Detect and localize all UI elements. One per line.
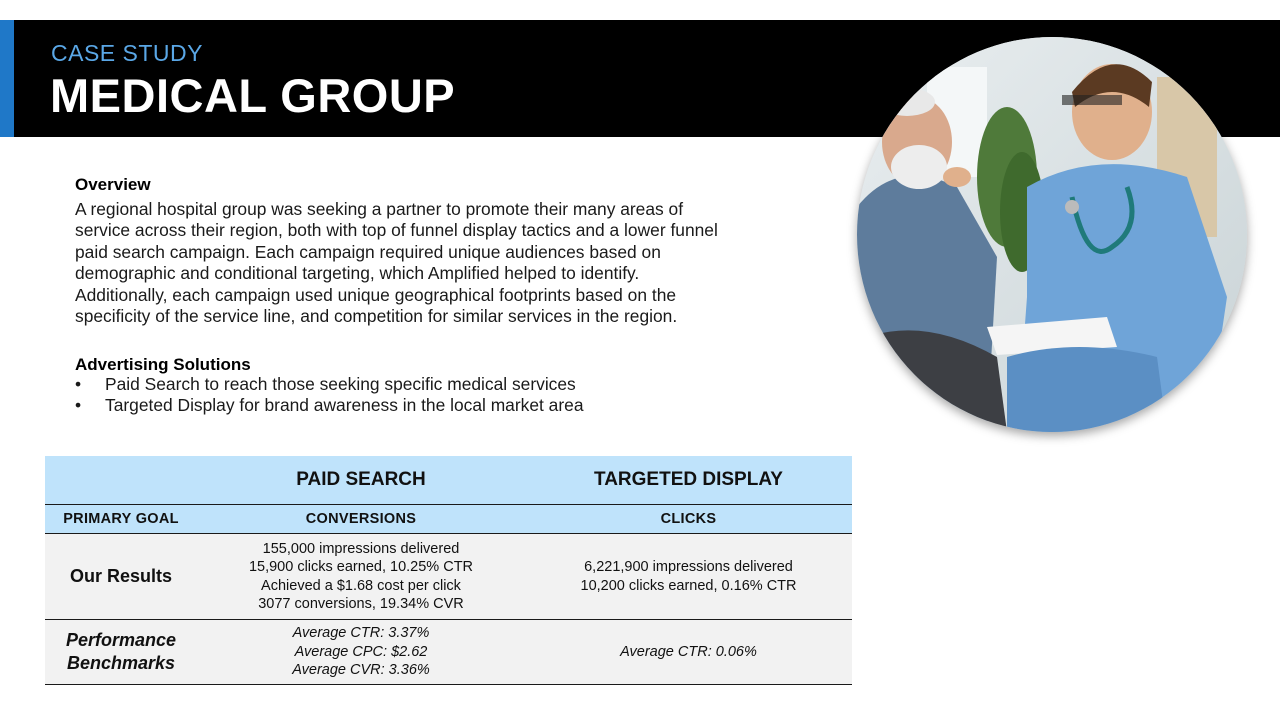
result-line: 15,900 clicks earned, 10.25% CTR <box>248 559 474 575</box>
overview-line: specificity of the service line, and competition for similar services in the region. <box>75 306 678 327</box>
list-item <box>75 374 584 395</box>
list-item <box>75 395 584 416</box>
benchmark-label-line: Benchmarks <box>66 653 176 673</box>
column-header-paid-search: PAID SEARCH <box>197 456 525 505</box>
benchmark-line: Average CTR: 3.37% <box>292 625 430 642</box>
result-line: 10,200 clicks earned, 0.16% CTR <box>580 577 797 594</box>
benchmark-line: Average CTR: 0.06% <box>620 643 757 660</box>
page-title: MEDICAL GROUP <box>50 69 456 122</box>
benchmark-line: Average CPC: $2.62 <box>294 643 428 660</box>
row-label-benchmarks <box>45 620 197 685</box>
cell-results-paid-search <box>197 534 525 620</box>
row-label-our-results: Our Results <box>45 534 197 620</box>
table-header-row <box>45 456 852 505</box>
result-line: Achieved a $1.68 cost per click <box>261 577 461 594</box>
results-table <box>45 456 852 685</box>
column-header-targeted-display: TARGETED DISPLAY <box>525 456 852 505</box>
cell-goal-targeted-display: CLICKS <box>525 505 852 534</box>
result-line: 155,000 impressions delivered <box>262 540 460 557</box>
case-study-label: CASE STUDY <box>51 40 203 66</box>
solution-text: Targeted Display for brand awareness in the local market area <box>105 395 584 416</box>
table-header-empty <box>45 456 197 505</box>
doctor-patient-photo <box>857 37 1247 432</box>
benchmark-label-line: Performance <box>65 630 177 650</box>
overview-line: Additionally, each campaign used unique geographical footprints based on the <box>75 284 677 305</box>
solutions-list <box>75 374 584 417</box>
result-line: 6,221,900 impressions delivered <box>584 559 793 575</box>
bullet-icon: • <box>75 395 82 416</box>
benchmark-line: Average CVR: 3.36% <box>292 662 430 679</box>
overview-paragraph <box>75 199 815 327</box>
overview-line: service across their region, both with top of funnel display tactics and a lower funnel <box>75 220 718 241</box>
cell-goal-paid-search: CONVERSIONS <box>197 505 525 534</box>
table-row-primary-goal <box>45 505 852 534</box>
cell-results-targeted-display <box>525 534 852 620</box>
result-line: 3077 conversions, 19.34% CVR <box>258 596 464 612</box>
row-label-primary-goal: PRIMARY GOAL <box>45 505 197 534</box>
table-row-benchmarks <box>45 620 852 685</box>
overview-line: demographic and conditional targeting, which Amplified helped to identify. <box>75 263 640 284</box>
overview-line: A regional hospital group was seeking a partner to promote their many areas of <box>75 199 684 219</box>
photo-illustration-icon <box>857 37 1247 432</box>
overview-line: paid search campaign. Each campaign required unique audiences based on <box>75 241 661 262</box>
solution-text: Paid Search to reach those seeking specific medical services <box>105 374 576 394</box>
table-row-our-results <box>45 534 852 620</box>
cell-bench-paid-search <box>197 620 525 685</box>
advertising-solutions-heading: Advertising Solutions <box>75 355 251 374</box>
header-accent-bar <box>0 20 14 137</box>
bullet-icon: • <box>75 374 82 394</box>
cell-bench-targeted-display <box>525 620 852 685</box>
overview-heading: Overview <box>75 175 151 194</box>
